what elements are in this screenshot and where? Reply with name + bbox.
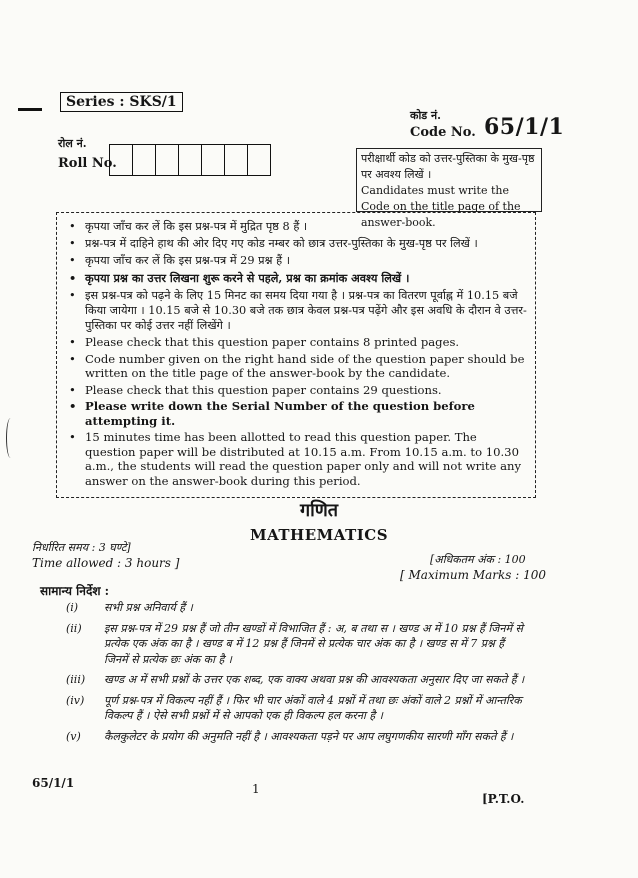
bullet-icon: • <box>69 220 76 233</box>
max-marks-english: [ Maximum Marks : 100 <box>400 568 547 582</box>
bullet-icon: • <box>69 430 76 445</box>
roll-label-hindi: रोल नं. <box>58 137 87 150</box>
roll-label-english: Roll No. <box>58 156 117 171</box>
bullet-icon: • <box>69 237 76 251</box>
time-allowed-hindi: निर्धारित समय : 3 घण्टे] <box>32 541 131 554</box>
roll-digit-box[interactable] <box>202 145 225 175</box>
roll-number-boxes[interactable] <box>109 144 271 176</box>
roll-digit-box[interactable] <box>133 145 156 175</box>
code-block <box>410 108 590 142</box>
instruction-item: • कृपया जाँच कर लें कि इस प्रश्न-पत्र में 29 प्रश्न हैं । <box>69 254 291 268</box>
page-number: 1 <box>252 782 260 796</box>
pto-label: [P.T.O. <box>482 792 525 806</box>
bullet-icon: • <box>69 270 77 285</box>
instruction-item: • प्रश्न-पत्र में दाहिने हाथ की ओर दिए गए कोड नम्बर को छात्र उत्तर-पुस्तिका के मुख-पृष्ठ पर लिखें । <box>69 237 478 251</box>
subject-title-english: MATHEMATICS <box>249 526 389 544</box>
instruction-item: • कृपया जाँच कर लें कि इस प्रश्न-पत्र में मुद्रित पृष्ठ 8 हैं । <box>69 220 308 233</box>
instruction-item: • 15 minutes time has been allotted to read this question paper. The question paper will be distributed at 10.15 a.m. From 10.15 a.m. to 10.30 a.m., the students will read the question paper only and will not write any answer on the answer-book during this period. <box>69 430 522 488</box>
instruction-item: • कृपया प्रश्न का उत्तर लिखना शुरू करने से पहले, प्रश्न का क्रमांक अवश्य लिखें । <box>69 270 410 285</box>
instruction-item: • Code number given on the right hand side of the question paper should be written on the title page of the answer-book by the candidate. <box>69 351 525 381</box>
instruction-item: • Please write down the Serial Number of the question before attempting it. <box>69 399 475 428</box>
footer-code: 65/1/1 <box>32 776 75 790</box>
code-number: 65/1/1 <box>484 114 565 140</box>
roll-digit-box[interactable] <box>225 145 248 175</box>
bullet-icon: • <box>69 254 76 268</box>
margin-mark <box>6 418 15 458</box>
instruction-item: • इस प्रश्न-पत्र को पढ़ने के लिए 15 मिनट का समय दिया गया है । प्रश्न-पत्र का वितरण पूर्वाह्न में 10.15 बजे किया जायेगा । 10.15 बजे से 10.30 बजे तक छात्र केवल प्रश्न-पत्र पढ़ेंगे और इस अवधि के दौरान वे उत्तर-पुस्तिका पर कोई उत्तर नहीं लिखेंगे । <box>69 288 527 333</box>
subject-title-hindi: गणित <box>299 500 339 521</box>
instruction-item: • Please check that this question paper contains 8 printed pages. <box>69 335 460 350</box>
bullet-icon: • <box>69 399 77 414</box>
bullet-icon: • <box>69 288 76 302</box>
roll-digit-box[interactable] <box>179 145 202 175</box>
candidate-code-note <box>356 148 542 229</box>
series-label: Series : SKS/1 <box>60 92 183 112</box>
candidate-note-english: Candidates must write the Code on the title page of the answer-book. <box>361 184 521 229</box>
roll-digit-box[interactable] <box>248 145 270 175</box>
max-marks-hindi: [अधिकतम अंक : 100 <box>430 553 526 566</box>
general-instruction-item: (v) कैलकुलेटर के प्रयोग की अनुमति नहीं है । आवश्यकता पड़ने पर आप लघुगणकीय सारणी माँग सकते हैं । <box>66 729 514 743</box>
general-instructions-title: सामान्य निर्देश : <box>40 584 110 598</box>
bullet-icon: • <box>69 351 76 366</box>
roll-digit-box[interactable] <box>110 145 133 175</box>
candidate-note-hindi: परीक्षार्थी कोड को उत्तर-पुस्तिका के मुख-पृष्ठ पर अवश्य लिखें । <box>361 152 535 181</box>
general-instruction-item: (iv) पूर्ण प्रश्न-पत्र में विकल्प नहीं हैं । फिर भी चार अंकों वाले 4 प्रश्नों में तथा छः अंकों वाले 2 प्रश्नों में आन्तरिक विकल्प हैं । ऐसे सभी प्रश्नों में से आपको एक ही विकल्प हल करना है । <box>66 693 522 722</box>
general-instruction-item: (ii) इस प्रश्न-पत्र में 29 प्रश्न हैं जो तीन खण्डों में विभाजित हैं : अ, ब तथा स । खण्ड अ में 10 प्रश्न हैं जिनमें से प्रत्येक एक अंक का है । खण्ड ब में 12 प्रश्न हैं जिनमें से प्रत्येक चार अंक का है । खण्ड स में 7 प्रश्न हैं जिनमें से प्रत्येक छः अंक का है । <box>66 621 523 666</box>
time-allowed-english: Time allowed : 3 hours ] <box>32 556 180 570</box>
instruction-item: • Please check that this question paper contains 29 questions. <box>69 382 442 397</box>
bullet-icon: • <box>69 335 76 350</box>
general-instruction-item: (iii) खण्ड अ में सभी प्रश्नों के उत्तर एक शब्द, एक वाक्य अथवा प्रश्न की आवश्यकता अनुसार दिए जा सकते हैं । <box>66 673 525 686</box>
general-instruction-item: (i) सभी प्रश्न अनिवार्य हैं । <box>66 601 193 614</box>
dash-mark <box>18 108 42 111</box>
code-label-english: Code No. <box>410 125 476 140</box>
general-instructions-list <box>60 600 530 749</box>
roll-digit-box[interactable] <box>156 145 179 175</box>
instructions-box <box>56 212 536 498</box>
bullet-icon: • <box>69 382 76 397</box>
code-label-hindi: कोड नं. <box>410 109 441 122</box>
